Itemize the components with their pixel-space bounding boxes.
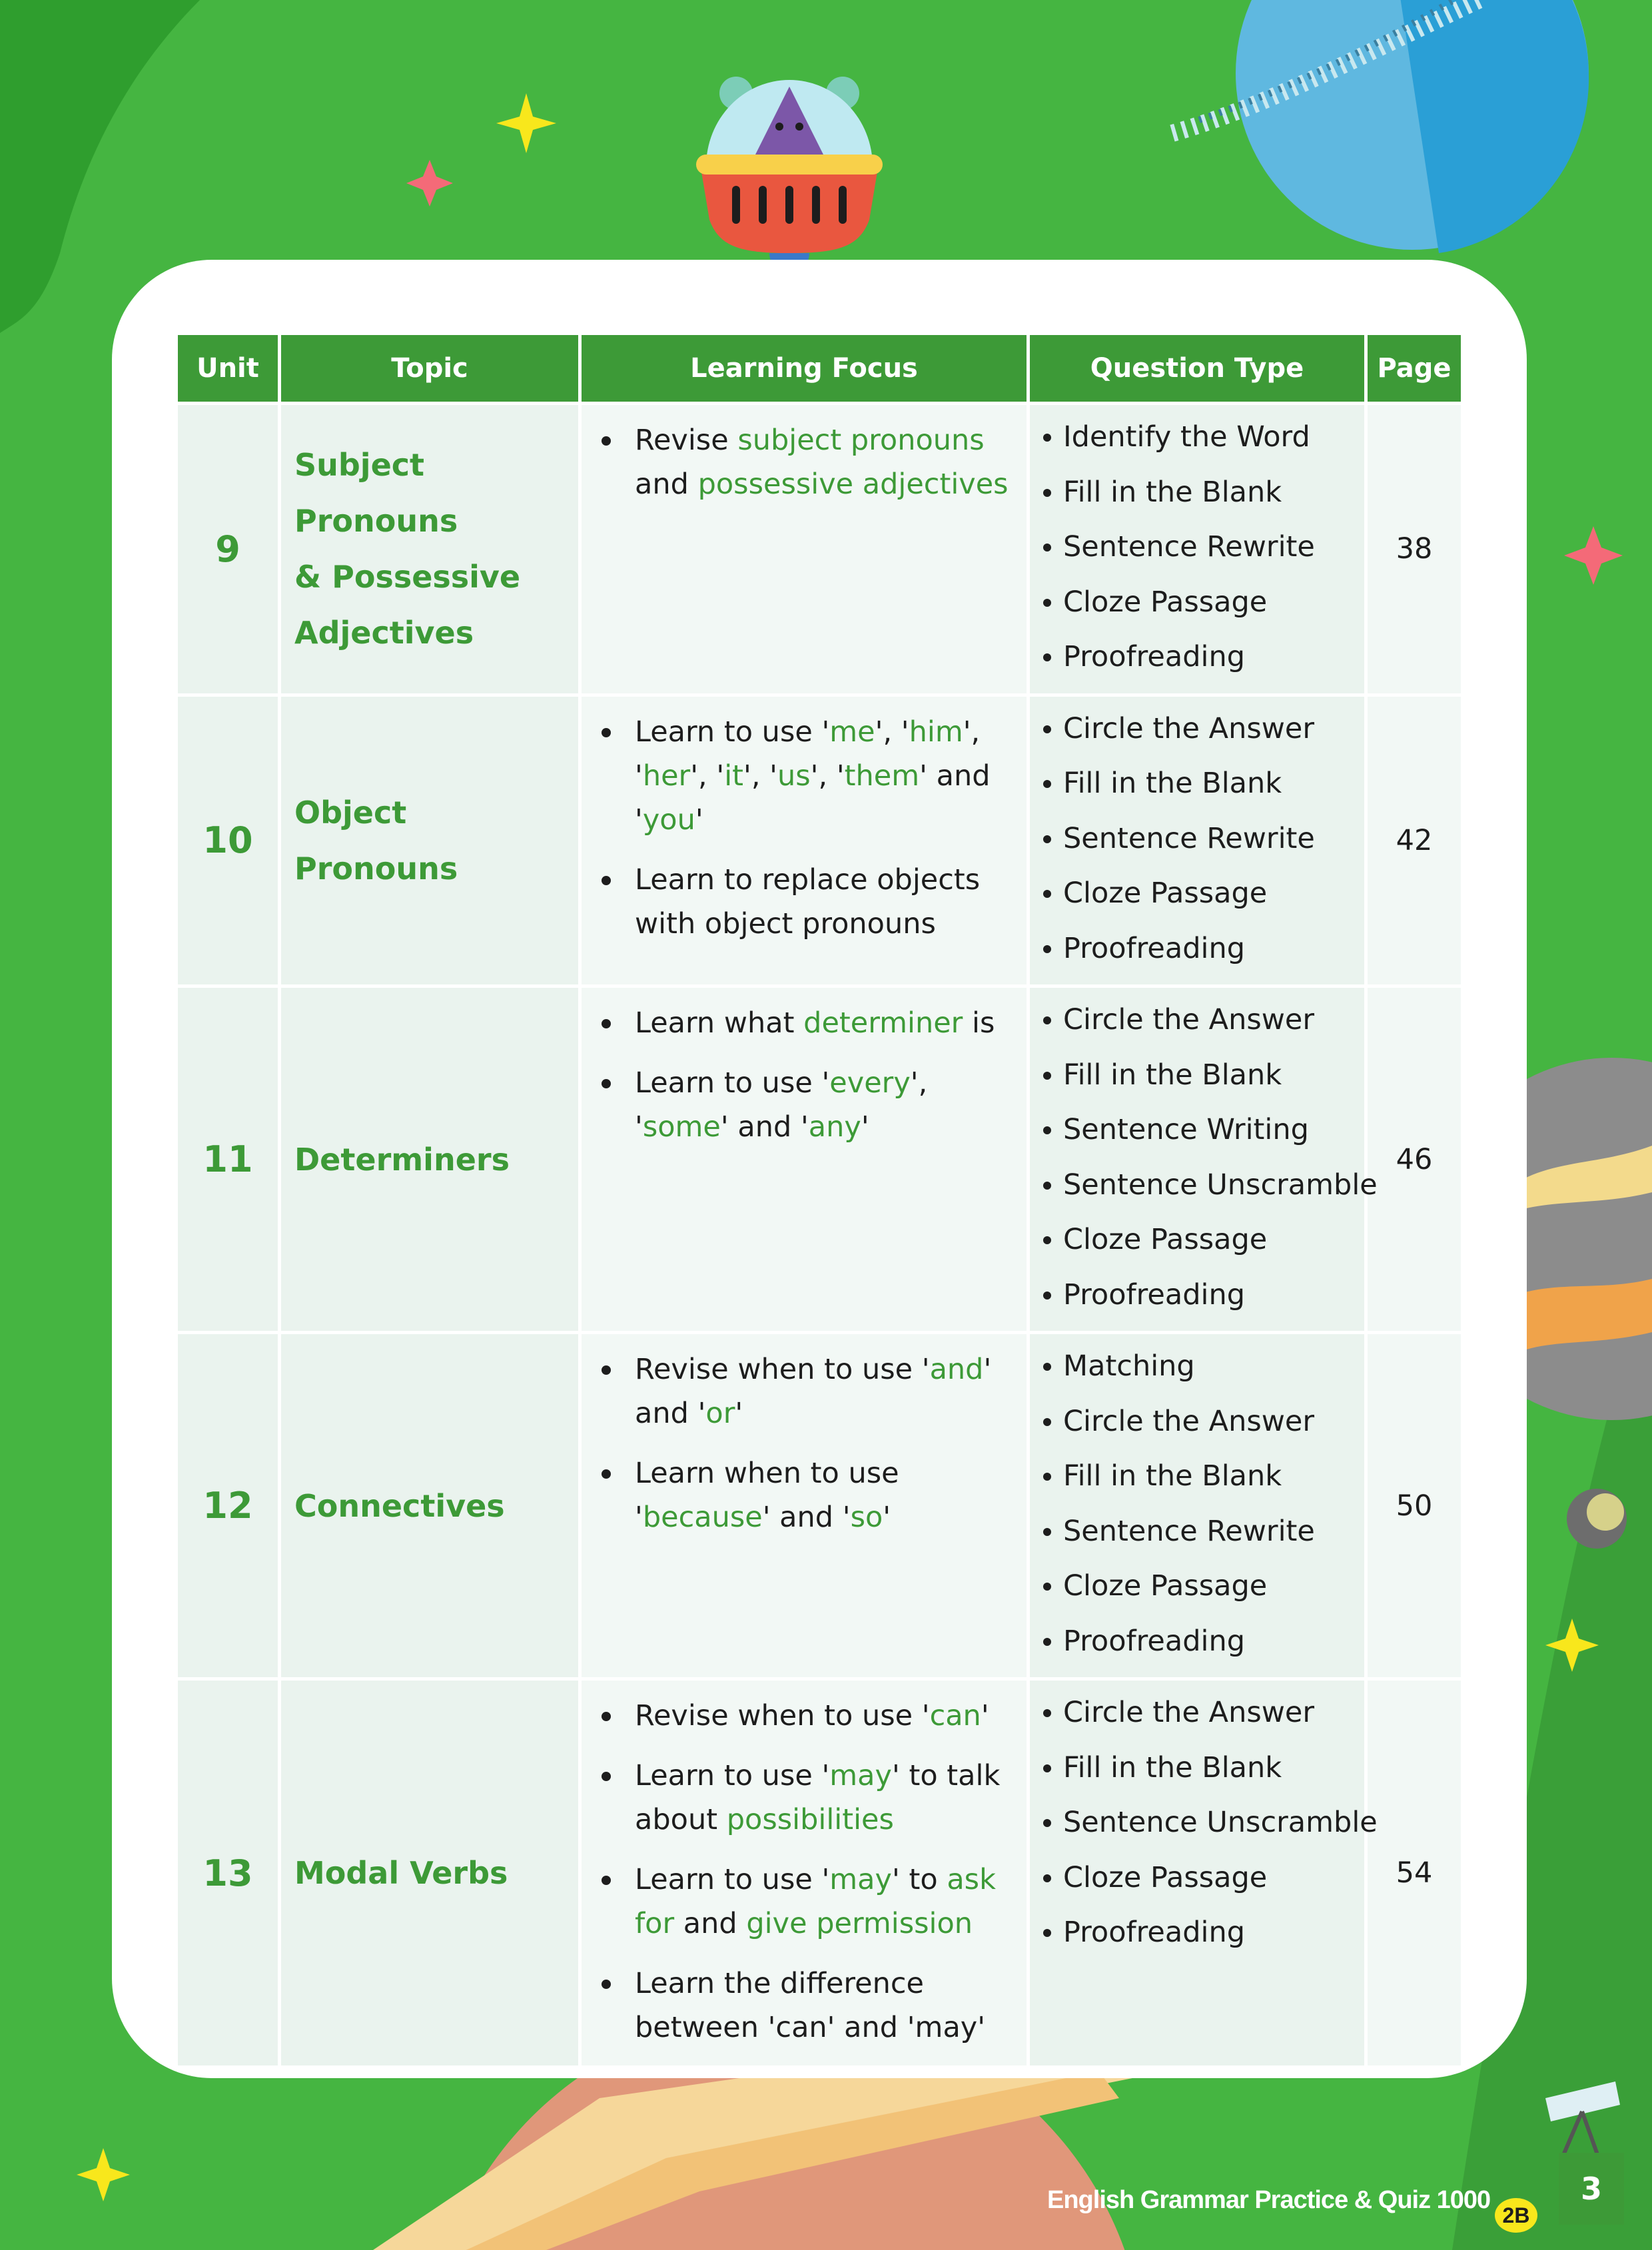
focus-text: ' to talk about (635, 1759, 1001, 1836)
highlighted-term: possibilities (726, 1803, 894, 1836)
highlighted-term: determiner (803, 1006, 963, 1040)
question-type-item: Proofreading (1043, 638, 1358, 675)
focus-text: ' (861, 1110, 869, 1144)
highlighted-term: because (642, 1501, 763, 1534)
mascot-basket-icon (696, 77, 883, 273)
focus-text: ' and ' (762, 1501, 851, 1534)
learning-focus (582, 1334, 1027, 1677)
focus-item (602, 1001, 1013, 1045)
question-type-item: Fill in the Blank (1043, 1056, 1358, 1094)
topic-line: Modal Verbs (294, 1855, 508, 1891)
focus-text: ' (981, 1699, 989, 1732)
focus-text: Learn what (635, 1006, 804, 1040)
page-number: 3 (1559, 2153, 1624, 2225)
question-type-item: Fill in the Blank (1043, 1749, 1358, 1786)
highlighted-term: possessive adjectives (697, 468, 1009, 501)
question-types (1030, 405, 1364, 693)
highlighted-term: it (724, 759, 744, 793)
focus-text: Learn to use ' (635, 715, 830, 749)
highlighted-term: and (929, 1353, 984, 1386)
highlighted-term: so (850, 1501, 883, 1534)
question-type-item: Sentence Unscramble (1043, 1166, 1358, 1204)
question-type-item: Sentence Writing (1043, 1111, 1358, 1148)
question-type-item: Fill in the Blank (1043, 765, 1358, 802)
focus-text: Learn to replace objects with object pronouns (635, 863, 981, 940)
highlighted-term: some (642, 1110, 721, 1144)
unit-number: 11 (178, 988, 278, 1331)
highlighted-term: may (829, 1863, 892, 1896)
unit-topic (281, 1681, 578, 2065)
focus-item (602, 1061, 1013, 1149)
unit-topic (281, 1334, 578, 1677)
highlighted-term: every (829, 1066, 911, 1100)
topic-line: Object Pronouns (294, 794, 458, 887)
question-type-item: Sentence Unscramble (1043, 1804, 1358, 1841)
highlighted-term: me (829, 715, 875, 749)
page-ref: 46 (1368, 988, 1461, 1331)
unit-topic (281, 988, 578, 1331)
table-row (178, 405, 1461, 693)
focus-text: ' and ' (720, 1110, 809, 1144)
unit-number: 10 (178, 697, 278, 985)
page-ref: 38 (1368, 405, 1461, 693)
table-row (178, 1334, 1461, 1677)
focus-text: Revise when to use ' (635, 1353, 930, 1386)
highlighted-term: can (929, 1699, 981, 1732)
focus-text: ', ' (743, 759, 777, 793)
focus-item (602, 710, 1013, 842)
topic-line: Connectives (294, 1487, 505, 1524)
topic-line: Adjectives (294, 615, 474, 651)
topic-line: Subject Pronouns (294, 447, 458, 540)
learning-focus (582, 988, 1027, 1331)
focus-text: Learn when to use ' (635, 1457, 899, 1534)
unit-topic (281, 405, 578, 693)
page-ref: 54 (1368, 1681, 1461, 2065)
question-type-item: Fill in the Blank (1043, 1457, 1358, 1495)
question-type-item: Sentence Rewrite (1043, 820, 1358, 857)
units-table (175, 332, 1464, 2069)
question-type-item: Circle the Answer (1043, 710, 1358, 747)
focus-text: and (635, 468, 698, 501)
focus-item (602, 858, 1013, 946)
focus-item (602, 1347, 1013, 1435)
focus-text: ', ' (635, 1066, 928, 1144)
question-type-item: Proofreading (1043, 1914, 1358, 1951)
learning-focus (582, 697, 1027, 985)
question-type-item: Matching (1043, 1347, 1358, 1385)
question-type-item: Circle the Answer (1043, 1403, 1358, 1440)
header-learning-focus: Learning Focus (582, 335, 1027, 402)
focus-text: Learn the difference between 'can' and 'may' (635, 1967, 986, 2044)
question-type-item: Circle the Answer (1043, 1001, 1358, 1038)
focus-item (602, 418, 1013, 506)
focus-text: ', ' (810, 759, 845, 793)
page-ref: 50 (1368, 1334, 1461, 1677)
focus-item (602, 1451, 1013, 1539)
question-type-item: Sentence Rewrite (1043, 1513, 1358, 1550)
highlighted-term: subject pronouns (737, 424, 985, 457)
focus-text: is (963, 1006, 995, 1040)
highlighted-term: may (829, 1759, 892, 1792)
table-header-row (178, 335, 1461, 402)
page-ref: 42 (1368, 697, 1461, 985)
focus-text: Learn to use ' (635, 1863, 830, 1896)
learning-focus (582, 405, 1027, 693)
highlighted-term: any (808, 1110, 861, 1144)
table-row (178, 1681, 1461, 2065)
question-type-item: Cloze Passage (1043, 1221, 1358, 1258)
question-type-item: Cloze Passage (1043, 875, 1358, 912)
highlighted-term: her (642, 759, 691, 793)
highlighted-term: you (642, 803, 695, 837)
question-type-item: Cloze Passage (1043, 1859, 1358, 1896)
highlighted-term: ask for (635, 1863, 996, 1940)
question-type-item: Fill in the Blank (1043, 474, 1358, 511)
planet-blue-icon (1172, 0, 1589, 253)
focus-text: Revise when to use ' (635, 1699, 930, 1732)
learning-focus (582, 1681, 1027, 2065)
question-type-item: Cloze Passage (1043, 583, 1358, 621)
focus-text: ', ' (875, 715, 909, 749)
question-type-item: Identify the Word (1043, 418, 1358, 456)
highlighted-term: give permission (746, 1907, 973, 1940)
unit-topic (281, 697, 578, 985)
question-types (1030, 697, 1364, 985)
focus-text: Learn to use ' (635, 1759, 830, 1792)
header-question-type: Question Type (1030, 335, 1364, 402)
level-badge: 2B (1495, 2198, 1537, 2233)
question-types (1030, 1681, 1378, 2065)
highlighted-term: us (777, 759, 811, 793)
focus-text: ' (735, 1397, 743, 1430)
focus-text: ', ' (635, 715, 981, 793)
question-type-item: Proofreading (1043, 1276, 1358, 1313)
unit-number: 13 (178, 1681, 278, 2065)
question-type-item: Proofreading (1043, 930, 1358, 967)
focus-item (602, 1962, 1013, 2050)
focus-text: ' (695, 803, 703, 837)
highlighted-term: them (844, 759, 920, 793)
topic-line: Determiners (294, 1141, 510, 1178)
question-type-item: Cloze Passage (1043, 1567, 1358, 1605)
table-row (178, 697, 1461, 985)
header-topic: Topic (281, 335, 578, 402)
header-page: Page (1368, 335, 1461, 402)
question-type-item: Sentence Rewrite (1043, 528, 1358, 565)
focus-text: Learn to use ' (635, 1066, 830, 1100)
question-types (1030, 1334, 1364, 1677)
header-unit: Unit (178, 335, 278, 402)
question-type-item: Circle the Answer (1043, 1694, 1358, 1731)
focus-text: ' and ' (635, 759, 991, 837)
focus-text: ' and ' (635, 1353, 992, 1430)
focus-text: ', ' (690, 759, 725, 793)
unit-number: 9 (178, 405, 278, 693)
focus-text: ' to (891, 1863, 947, 1896)
table-row (178, 988, 1461, 1331)
focus-text: Revise (635, 424, 738, 457)
topic-line: & Possessive (294, 559, 521, 595)
focus-text: ' (883, 1501, 891, 1534)
focus-text: and (674, 1907, 747, 1940)
focus-item (602, 1754, 1013, 1842)
question-types (1030, 988, 1378, 1331)
focus-item (602, 1694, 1013, 1738)
moon-small-icon (1567, 1489, 1627, 1549)
book-title: English Grammar Practice & Quiz 1000 (1047, 2186, 1491, 2214)
highlighted-term: or (705, 1397, 735, 1430)
highlighted-term: him (909, 715, 963, 749)
focus-item (602, 1858, 1013, 1946)
unit-number: 12 (178, 1334, 278, 1677)
question-type-item: Proofreading (1043, 1623, 1358, 1660)
